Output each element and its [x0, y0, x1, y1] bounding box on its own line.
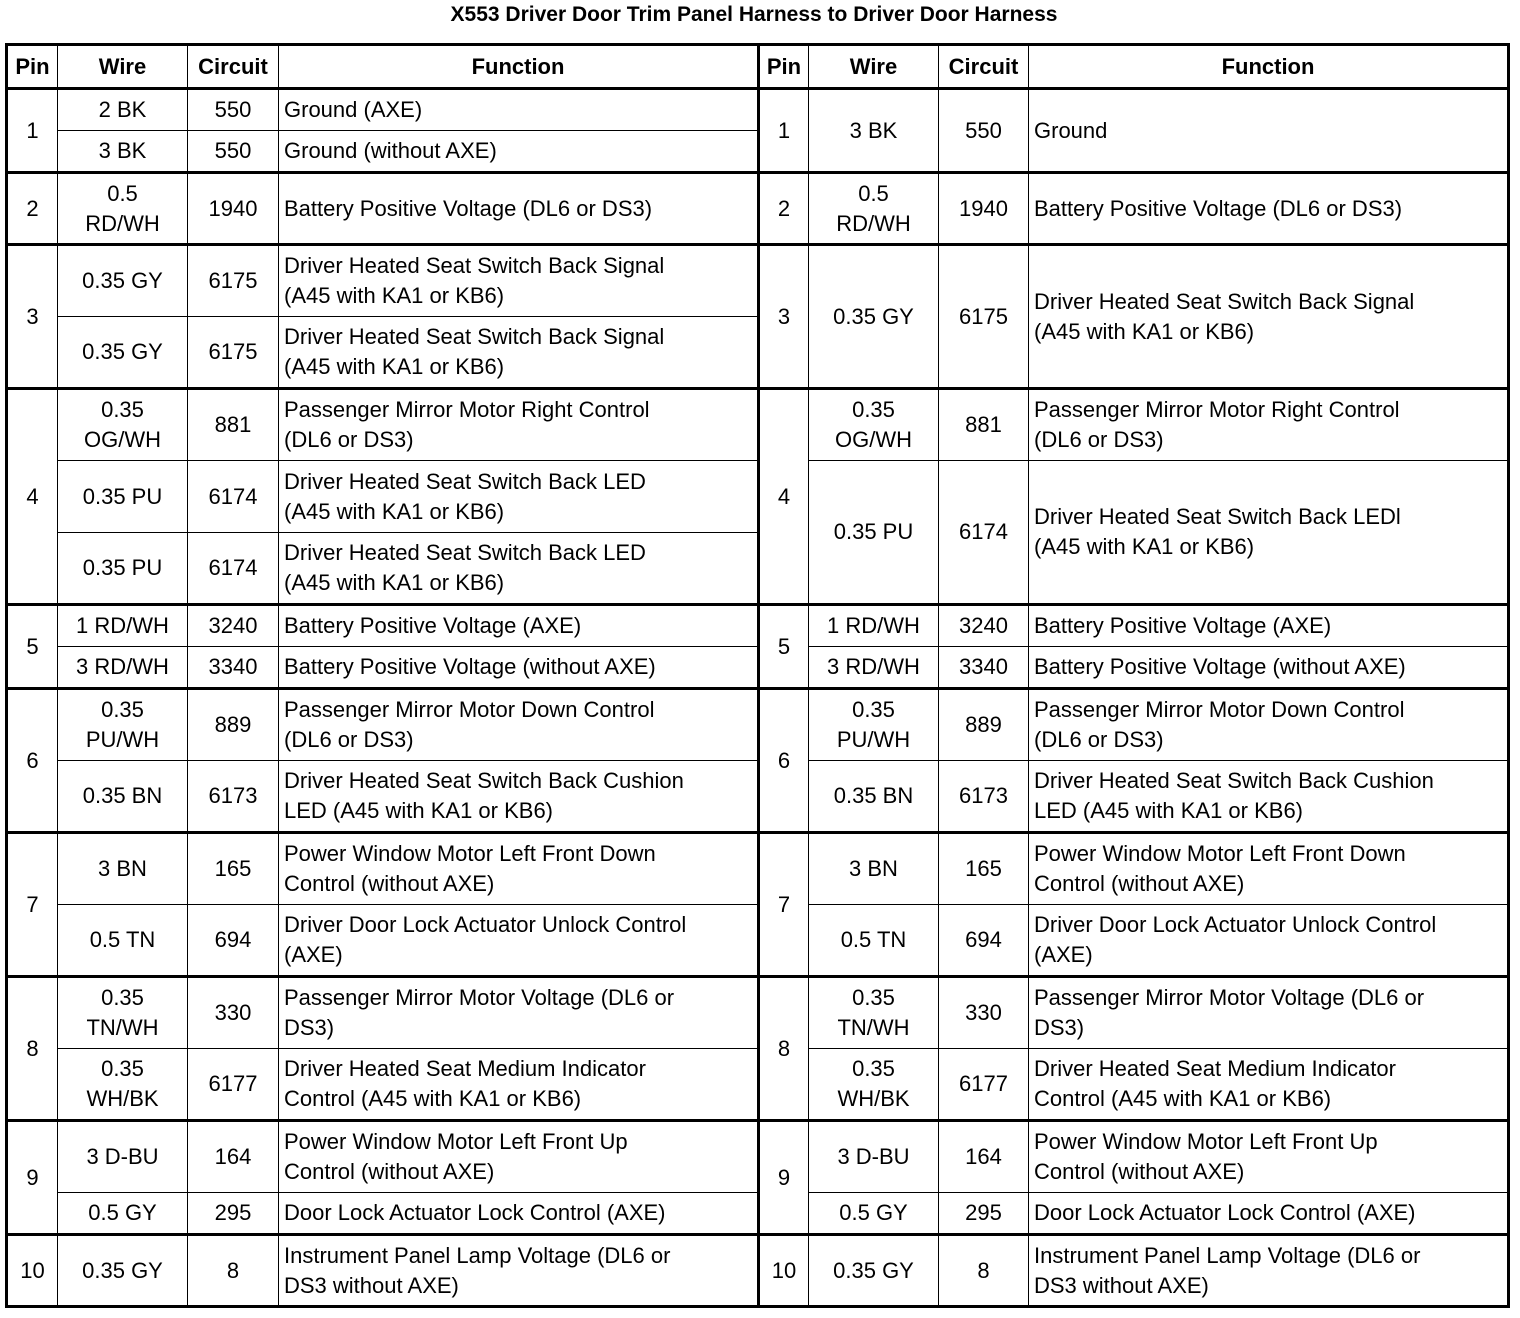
function-text: Passenger Mirror Motor Right Control (DL6 or DS3): [284, 397, 650, 452]
pin-group-9: [7, 1121, 1509, 1235]
function-text: Driver Heated Seat Switch Back Signal (A45 with KA1 or KB6): [284, 253, 665, 308]
circuit-cell: 295: [939, 1193, 1029, 1235]
wire-cell: 3 BK: [58, 131, 188, 173]
wire-cell: 0.5 TN: [809, 905, 939, 977]
function-text: Instrument Panel Lamp Voltage (DL6 or DS3 without AXE): [1034, 1242, 1421, 1298]
wire-cell: [58, 1049, 188, 1121]
header-wire: Wire: [58, 45, 188, 89]
circuit-cell: 6177: [939, 1049, 1029, 1121]
circuit-cell: 550: [939, 89, 1029, 173]
wire-cell: [809, 689, 939, 761]
function-cell: Door Lock Actuator Lock Control (AXE): [1029, 1193, 1509, 1235]
function-text: Passenger Mirror Motor Voltage (DL6 or DS3): [1034, 985, 1425, 1040]
wire-cell: 3 BN: [809, 833, 939, 905]
function-cell: [279, 1235, 759, 1307]
header-function: Function: [279, 45, 759, 89]
pin-group-10: [7, 1235, 1509, 1307]
circuit-cell: 6173: [939, 761, 1029, 833]
pin-number: 1: [759, 89, 809, 173]
function-text: Driver Heated Seat Switch Back LED (A45 with KA1 or KB6): [284, 468, 646, 524]
wire-text: 0.35 TN/WH: [86, 985, 159, 1040]
function-cell: [1029, 1049, 1509, 1121]
wire-cell: 0.35 GY: [58, 1235, 188, 1307]
table-row: [7, 89, 1509, 131]
wire-cell: [809, 977, 939, 1049]
circuit-cell: 1940: [939, 173, 1029, 245]
table-row: [7, 461, 1509, 533]
function-cell: Battery Positive Voltage (DL6 or DS3): [1029, 173, 1509, 245]
function-cell: Battery Positive Voltage (DL6 or DS3): [279, 173, 759, 245]
function-cell: [279, 533, 759, 605]
circuit-cell: 8: [939, 1235, 1029, 1307]
circuit-cell: 881: [939, 389, 1029, 461]
function-text: Passenger Mirror Motor Down Control (DL6 or DS3): [1034, 697, 1405, 752]
function-cell: Battery Positive Voltage (without AXE): [279, 647, 759, 689]
table-row: [7, 833, 1509, 905]
function-cell: [1029, 245, 1509, 389]
circuit-cell: 694: [939, 905, 1029, 977]
function-cell: [279, 905, 759, 977]
function-cell: [1029, 461, 1509, 605]
pin-number: 9: [759, 1121, 809, 1235]
pin-number: 4: [759, 389, 809, 605]
function-cell: [279, 761, 759, 833]
function-cell: [279, 245, 759, 317]
table-row: [7, 389, 1509, 461]
table-row: [7, 977, 1509, 1049]
circuit-cell: 330: [939, 977, 1029, 1049]
pin-number: 2: [759, 173, 809, 245]
header-pin: Pin: [7, 45, 58, 89]
wire-cell: 0.5 GY: [809, 1193, 939, 1235]
function-text: Instrument Panel Lamp Voltage (DL6 or DS3 without AXE): [284, 1242, 671, 1298]
wire-cell: 3 RD/WH: [58, 647, 188, 689]
table-row: [7, 1193, 1509, 1235]
wire-cell: [58, 389, 188, 461]
function-cell: [1029, 1235, 1509, 1307]
wire-text: 0.5 RD/WH: [85, 180, 160, 236]
pin-number: 5: [7, 605, 58, 689]
header-circuit: Circuit: [939, 45, 1029, 89]
function-cell: [279, 389, 759, 461]
circuit-cell: 6174: [188, 533, 279, 605]
function-text: Driver Heated Seat Switch Back Cushion LED (A45 with KA1 or KB6): [1034, 768, 1434, 823]
table-row: [7, 1121, 1509, 1193]
function-cell: Ground: [1029, 89, 1509, 173]
pin-number: 1: [7, 89, 58, 173]
table-row: [7, 689, 1509, 761]
function-cell: [1029, 833, 1509, 905]
wire-cell: 1 RD/WH: [58, 605, 188, 647]
function-text: Driver Heated Seat Medium Indicator Control (A45 with KA1 or KB6): [1034, 1056, 1396, 1111]
circuit-cell: 330: [188, 977, 279, 1049]
wire-text: 0.35 OG/WH: [84, 397, 161, 452]
pin-number: 10: [7, 1235, 58, 1307]
table-row: [7, 245, 1509, 317]
function-cell: [1029, 977, 1509, 1049]
function-cell: [1029, 689, 1509, 761]
circuit-cell: 165: [188, 833, 279, 905]
wire-text: 0.35 WH/BK: [837, 1056, 910, 1111]
function-text: Driver Heated Seat Switch Back Signal (A45 with KA1 or KB6): [1034, 288, 1415, 344]
wire-cell: 0.35 BN: [58, 761, 188, 833]
wire-cell: 0.35 PU: [58, 533, 188, 605]
table-row: [7, 1049, 1509, 1121]
wire-cell: 0.35 PU: [58, 461, 188, 533]
function-text: Power Window Motor Left Front Up Control (without AXE): [284, 1129, 628, 1184]
circuit-cell: 881: [188, 389, 279, 461]
circuit-cell: 8: [188, 1235, 279, 1307]
function-cell: [279, 689, 759, 761]
pin-number: 3: [759, 245, 809, 389]
wire-text: 0.35 PU/WH: [836, 697, 911, 752]
function-text: Driver Heated Seat Switch Back Signal (A45 with KA1 or KB6): [284, 324, 665, 379]
pin-number: 4: [7, 389, 58, 605]
circuit-cell: 6175: [939, 245, 1029, 389]
pin-group-6: [7, 689, 1509, 833]
function-cell: Battery Positive Voltage (AXE): [279, 605, 759, 647]
pin-number: 8: [759, 977, 809, 1121]
function-text: Driver Heated Seat Switch Back Cushion LED (A45 with KA1 or KB6): [284, 768, 684, 823]
function-text: Passenger Mirror Motor Voltage (DL6 or DS3): [284, 985, 675, 1040]
wire-cell: 0.35 GY: [58, 245, 188, 317]
circuit-cell: 6174: [939, 461, 1029, 605]
function-text: Passenger Mirror Motor Right Control (DL6 or DS3): [1034, 397, 1400, 452]
wire-cell: 0.5 TN: [58, 905, 188, 977]
wire-cell: 2 BK: [58, 89, 188, 131]
circuit-cell: 1940: [188, 173, 279, 245]
circuit-cell: 694: [188, 905, 279, 977]
header-pin: Pin: [759, 45, 809, 89]
function-cell: [279, 833, 759, 905]
wire-cell: [809, 173, 939, 245]
function-text: Power Window Motor Left Front Down Control (without AXE): [1034, 841, 1406, 896]
pin-group-7: [7, 833, 1509, 977]
wire-cell: [809, 1049, 939, 1121]
pin-number: 7: [7, 833, 58, 977]
function-cell: [1029, 905, 1509, 977]
header-circuit: Circuit: [188, 45, 279, 89]
circuit-cell: 550: [188, 131, 279, 173]
wire-cell: 1 RD/WH: [809, 605, 939, 647]
wire-cell: 3 RD/WH: [809, 647, 939, 689]
pin-group-1: [7, 89, 1509, 173]
header-function: Function: [1029, 45, 1509, 89]
pin-number: 6: [7, 689, 58, 833]
wire-cell: 3 BK: [809, 89, 939, 173]
circuit-cell: 3240: [188, 605, 279, 647]
function-cell: [279, 317, 759, 389]
wire-cell: 0.35 GY: [809, 245, 939, 389]
pin-group-4: [7, 389, 1509, 605]
table-row: [7, 647, 1509, 689]
pin-group-8: [7, 977, 1509, 1121]
wire-text: 0.35 WH/BK: [86, 1056, 159, 1111]
header-row: [7, 45, 1509, 89]
function-text: Passenger Mirror Motor Down Control (DL6 or DS3): [284, 697, 655, 752]
circuit-cell: 3240: [939, 605, 1029, 647]
circuit-cell: 3340: [939, 647, 1029, 689]
wire-text: 0.35 PU/WH: [85, 697, 160, 752]
pin-group-3: [7, 245, 1509, 389]
wire-text: 0.35 OG/WH: [835, 397, 912, 452]
wire-text: 0.5 RD/WH: [836, 180, 911, 236]
circuit-cell: 889: [939, 689, 1029, 761]
pin-number: 8: [7, 977, 58, 1121]
function-cell: [1029, 389, 1509, 461]
circuit-cell: 164: [188, 1121, 279, 1193]
wire-cell: 0.35 PU: [809, 461, 939, 605]
wire-cell: 3 D-BU: [809, 1121, 939, 1193]
function-cell: [279, 1049, 759, 1121]
table-row: [7, 605, 1509, 647]
wire-cell: [58, 689, 188, 761]
function-cell: Ground (AXE): [279, 89, 759, 131]
table-row: [7, 1235, 1509, 1307]
wire-cell: [809, 389, 939, 461]
pin-number: 3: [7, 245, 58, 389]
function-cell: [1029, 1121, 1509, 1193]
circuit-cell: 295: [188, 1193, 279, 1235]
circuit-cell: 6174: [188, 461, 279, 533]
function-text: Driver Heated Seat Switch Back LEDl (A45 with KA1 or KB6): [1034, 504, 1401, 559]
function-cell: Battery Positive Voltage (without AXE): [1029, 647, 1509, 689]
pin-number: 10: [759, 1235, 809, 1307]
wire-cell: 0.35 BN: [809, 761, 939, 833]
wire-cell: [58, 173, 188, 245]
wire-cell: 0.5 GY: [58, 1193, 188, 1235]
pin-number: 5: [759, 605, 809, 689]
circuit-cell: 6177: [188, 1049, 279, 1121]
wire-cell: 0.35 GY: [58, 317, 188, 389]
function-text: Driver Heated Seat Switch Back LED (A45 with KA1 or KB6): [284, 540, 646, 595]
circuit-cell: 6175: [188, 317, 279, 389]
function-text: Power Window Motor Left Front Up Control (without AXE): [1034, 1129, 1378, 1184]
wire-cell: 0.35 GY: [809, 1235, 939, 1307]
circuit-cell: 165: [939, 833, 1029, 905]
function-cell: Ground (without AXE): [279, 131, 759, 173]
pin-number: 9: [7, 1121, 58, 1235]
function-text: Driver Door Lock Actuator Unlock Control (AXE): [284, 912, 687, 967]
circuit-cell: 550: [188, 89, 279, 131]
function-text: Power Window Motor Left Front Down Control (without AXE): [284, 841, 656, 896]
function-cell: [279, 1121, 759, 1193]
pin-group-5: [7, 605, 1509, 689]
function-text: Driver Door Lock Actuator Unlock Control (AXE): [1034, 912, 1437, 967]
wire-cell: 3 BN: [58, 833, 188, 905]
wire-text: 0.35 TN/WH: [837, 985, 910, 1040]
circuit-cell: 6175: [188, 245, 279, 317]
wire-cell: 3 D-BU: [58, 1121, 188, 1193]
table-row: [7, 173, 1509, 245]
function-cell: Battery Positive Voltage (AXE): [1029, 605, 1509, 647]
circuit-cell: 889: [188, 689, 279, 761]
header-wire: Wire: [809, 45, 939, 89]
table-row: [7, 761, 1509, 833]
function-cell: [1029, 761, 1509, 833]
function-text: Driver Heated Seat Medium Indicator Control (A45 with KA1 or KB6): [284, 1056, 646, 1111]
pin-number: 2: [7, 173, 58, 245]
page-title: X553 Driver Door Trim Panel Harness to Driver Door Harness: [450, 3, 1058, 26]
pin-number: 7: [759, 833, 809, 977]
circuit-cell: 164: [939, 1121, 1029, 1193]
connector-pinout-table: [5, 43, 1510, 1308]
function-cell: [279, 461, 759, 533]
pin-number: 6: [759, 689, 809, 833]
wire-cell: [58, 977, 188, 1049]
pin-group-2: [7, 173, 1509, 245]
function-cell: Door Lock Actuator Lock Control (AXE): [279, 1193, 759, 1235]
circuit-cell: 3340: [188, 647, 279, 689]
circuit-cell: 6173: [188, 761, 279, 833]
function-cell: [279, 977, 759, 1049]
table-row: [7, 905, 1509, 977]
